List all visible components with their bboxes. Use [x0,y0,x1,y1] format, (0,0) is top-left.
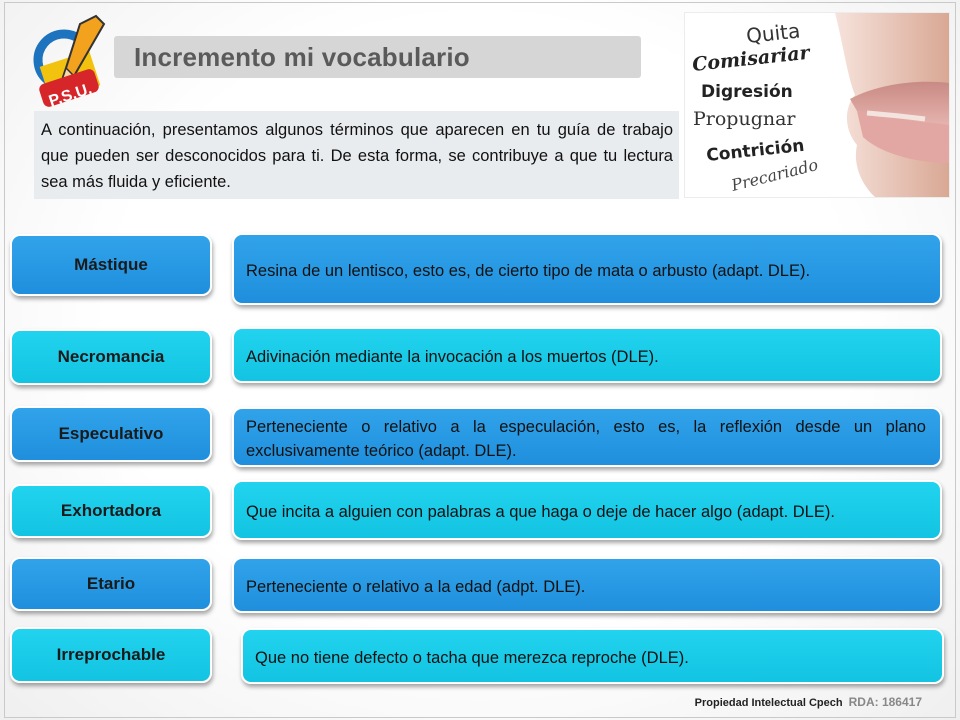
logo-text: P.S.U. [46,80,95,111]
definition-text: Perteneciente o relativo a la edad (adpt. DLE). [246,578,586,596]
word-contricion: Contrición [705,135,806,166]
footer-copyright [695,695,922,709]
word-comisariar: Comisariar [691,41,811,76]
word-digresion: Digresión [701,82,793,102]
term-exhortadora: Exhortadora [10,484,212,538]
definition-text: Perteneciente o relativo a la especulación, esto es, la reflexión desde un plano exclusivamente teórico (adapt. DLE). [246,418,926,460]
term-especulativo: Especulativo [10,406,212,462]
word-quita: Quita [745,18,802,48]
definition-especulativo [232,407,942,467]
term-mastique: Mástique [10,234,212,296]
page-title: Incremento mi vocabulario [134,42,470,72]
term-irreprochable: Irreprochable [10,627,212,683]
definition-text: Adivinación mediante la invocación a los muertos (DLE). [246,348,659,366]
intro-text: A continuación, presentamos algunos términos que aparecen en tu guía de trabajo que pueden ser desconocidos para ti. De esta forma, se contribuye a que tu lectura sea más fluida y eficiente. [34,111,679,199]
term-etario: Etario [10,557,212,611]
word-propugnar: Propugnar [693,108,796,130]
definition-necromancia [232,327,942,383]
definition-text: Que no tiene defecto o tacha que merezca reproche (DLE). [255,649,689,667]
footer-rda: RDA: 186417 [848,695,922,709]
definition-mastique [232,233,942,305]
definition-etario [232,557,942,613]
definition-text: Que incita a alguien con palabras a que haga o deje de hacer algo (adapt. DLE). [246,503,835,521]
definition-text: Resina de un lentisco, esto es, de cierto tipo de mata o arbusto (adapt. DLE). [246,262,811,280]
footer-text: Propiedad Intelectual Cpech [694,697,843,709]
definition-irreprochable [241,628,944,684]
psu-logo [28,14,128,114]
term-necromancia: Necromancia [10,329,212,385]
definition-exhortadora [232,480,942,540]
vocabulary-lips-image [684,12,950,198]
word-precariado: Precariado [729,155,820,195]
